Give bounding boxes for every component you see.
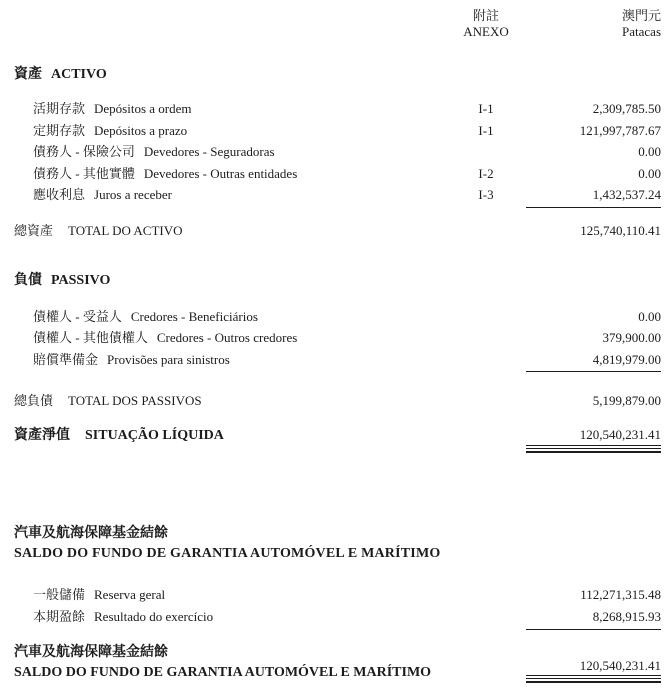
amount-cell: 112,271,315.48 <box>580 587 661 602</box>
total-passivo-label-pt: TOTAL DOS PASSIVOS <box>68 393 202 408</box>
section-heading-activo <box>14 66 661 84</box>
total-passivo-amount: 5,199,879.00 <box>592 393 661 408</box>
row-label-pt: Devedores - Seguradoras <box>143 144 275 159</box>
table-row-credores-beneficiarios <box>14 306 661 328</box>
table-row-resultado-exercicio <box>14 606 661 630</box>
currency-column-header <box>526 8 661 40</box>
net-position-amount-cell <box>526 426 661 453</box>
note-ref: I-1 <box>478 122 494 138</box>
row-label-zh: 債權人 - 受益人 <box>33 308 122 324</box>
total-activo-amount: 125,740,110.41 <box>580 222 661 238</box>
section-heading-passivo <box>14 272 661 290</box>
notes-column-header-zh: 附註 <box>472 8 499 23</box>
total-activo-label <box>14 222 446 240</box>
total-passivo-label-zh: 總負債 <box>14 393 54 408</box>
amount-cell-underlined: 1,432,537.24 <box>526 184 661 208</box>
row-label-zh: 活期存款 <box>33 101 86 116</box>
total-passivo-row <box>14 392 661 410</box>
amount-cell: 0.00 <box>638 165 661 181</box>
table-row-devedores-outras <box>14 163 661 185</box>
row-label-pt: Devedores - Outras entidades <box>143 165 298 181</box>
row-label-pt: Resultado do exercício <box>94 609 214 624</box>
row-label-zh: 賠償準備金 <box>33 351 99 367</box>
fund-total-row <box>14 643 661 683</box>
net-position-amount: 120,540,231.41 <box>526 426 661 446</box>
amount-cell-underlined: 4,819,979.00 <box>526 349 661 373</box>
amount-cell: 121,997,787.67 <box>579 122 661 138</box>
row-label-pt: Depósitos a prazo <box>94 122 188 138</box>
section-heading-activo-pt: ACTIVO <box>51 67 107 82</box>
table-row-juros-receber <box>14 184 661 208</box>
amount-cell: 379,900.00 <box>602 330 661 345</box>
row-label-zh: 一般儲備 <box>33 587 86 602</box>
note-ref: I-1 <box>478 101 494 116</box>
fund-section-heading-zh: 汽車及航海保障基金結餘 <box>14 526 168 541</box>
net-position-row <box>14 426 661 453</box>
total-activo-label-zh: 總資產 <box>14 222 54 238</box>
amount-cell: 0.00 <box>638 144 661 159</box>
total-activo-row <box>14 222 661 240</box>
row-label-pt: Juros a receber <box>94 187 172 202</box>
fund-section-heading-pt: SALDO DO FUNDO DE GARANTIA AUTOMÓVEL E MARÍTIMO <box>14 546 441 561</box>
row-label <box>14 98 446 120</box>
fund-total-label-zh: 汽車及航海保障基金結餘 <box>14 645 168 660</box>
row-label-zh: 債務人 - 保險公司 <box>33 144 135 159</box>
row-label <box>14 184 446 206</box>
row-label <box>14 163 446 185</box>
amount-cell: 2,309,785.50 <box>592 101 661 116</box>
row-label <box>14 606 446 628</box>
row-label <box>14 327 446 349</box>
row-label-pt: Credores - Outros credores <box>156 330 298 345</box>
row-label-zh: 定期存款 <box>33 122 86 138</box>
notes-column-header <box>446 8 526 40</box>
row-label-zh: 債務人 - 其他實體 <box>33 165 135 181</box>
table-row-devedores-seguradoras <box>14 141 661 163</box>
total-activo-label-pt: TOTAL DO ACTIVO <box>68 222 183 238</box>
row-label <box>14 349 446 371</box>
net-position-label <box>14 427 446 445</box>
row-label-zh: 本期盈餘 <box>33 609 86 624</box>
total-passivo-label <box>14 392 446 410</box>
double-rule <box>526 448 661 453</box>
table-row-deposits-ordem <box>14 98 661 120</box>
table-row-provisoes-sinistros <box>14 349 661 373</box>
currency-column-header-pt: Patacas <box>622 24 661 39</box>
amount-cell-underlined: 8,268,915.93 <box>526 606 661 630</box>
table-row-credores-outros <box>14 327 661 349</box>
amount-cell: 0.00 <box>638 308 661 324</box>
currency-column-header-zh: 澳門元 <box>621 8 661 23</box>
row-label <box>14 584 446 606</box>
fund-total-label-pt: SALDO DO FUNDO DE GARANTIA AUTOMÓVEL E MARÍTIMO <box>14 665 432 680</box>
section-heading-activo-zh: 資產 <box>14 67 42 82</box>
double-rule <box>526 678 661 683</box>
note-ref: I-2 <box>478 165 494 181</box>
row-label-zh: 應收利息 <box>33 187 86 202</box>
net-position-label-pt: SITUAÇÃO LÍQUIDA <box>85 428 224 443</box>
fund-section-heading <box>14 524 661 564</box>
table-row-deposits-prazo <box>14 120 661 142</box>
row-label-zh: 債權人 - 其他債權人 <box>33 330 148 345</box>
section-heading-passivo-pt: PASSIVO <box>51 272 111 288</box>
row-label-pt: Depósitos a ordem <box>94 101 192 116</box>
table-row-reserva-geral <box>14 584 661 606</box>
row-label-pt: Reserva geral <box>94 587 166 602</box>
row-label <box>14 306 446 328</box>
note-ref: I-3 <box>478 187 494 202</box>
row-label-pt: Credores - Beneficiários <box>130 308 258 324</box>
row-label-pt: Provisões para sinistros <box>107 351 230 367</box>
column-header <box>14 8 661 40</box>
row-label <box>14 120 446 142</box>
row-label <box>14 141 446 163</box>
section-heading-passivo-zh: 負債 <box>14 272 42 288</box>
fund-total-label <box>14 643 446 683</box>
fund-total-amount-cell <box>526 658 661 683</box>
notes-column-header-pt: ANEXO <box>463 24 509 39</box>
fund-total-amount: 120,540,231.41 <box>526 658 661 676</box>
net-position-label-zh: 資產淨值 <box>14 428 70 443</box>
